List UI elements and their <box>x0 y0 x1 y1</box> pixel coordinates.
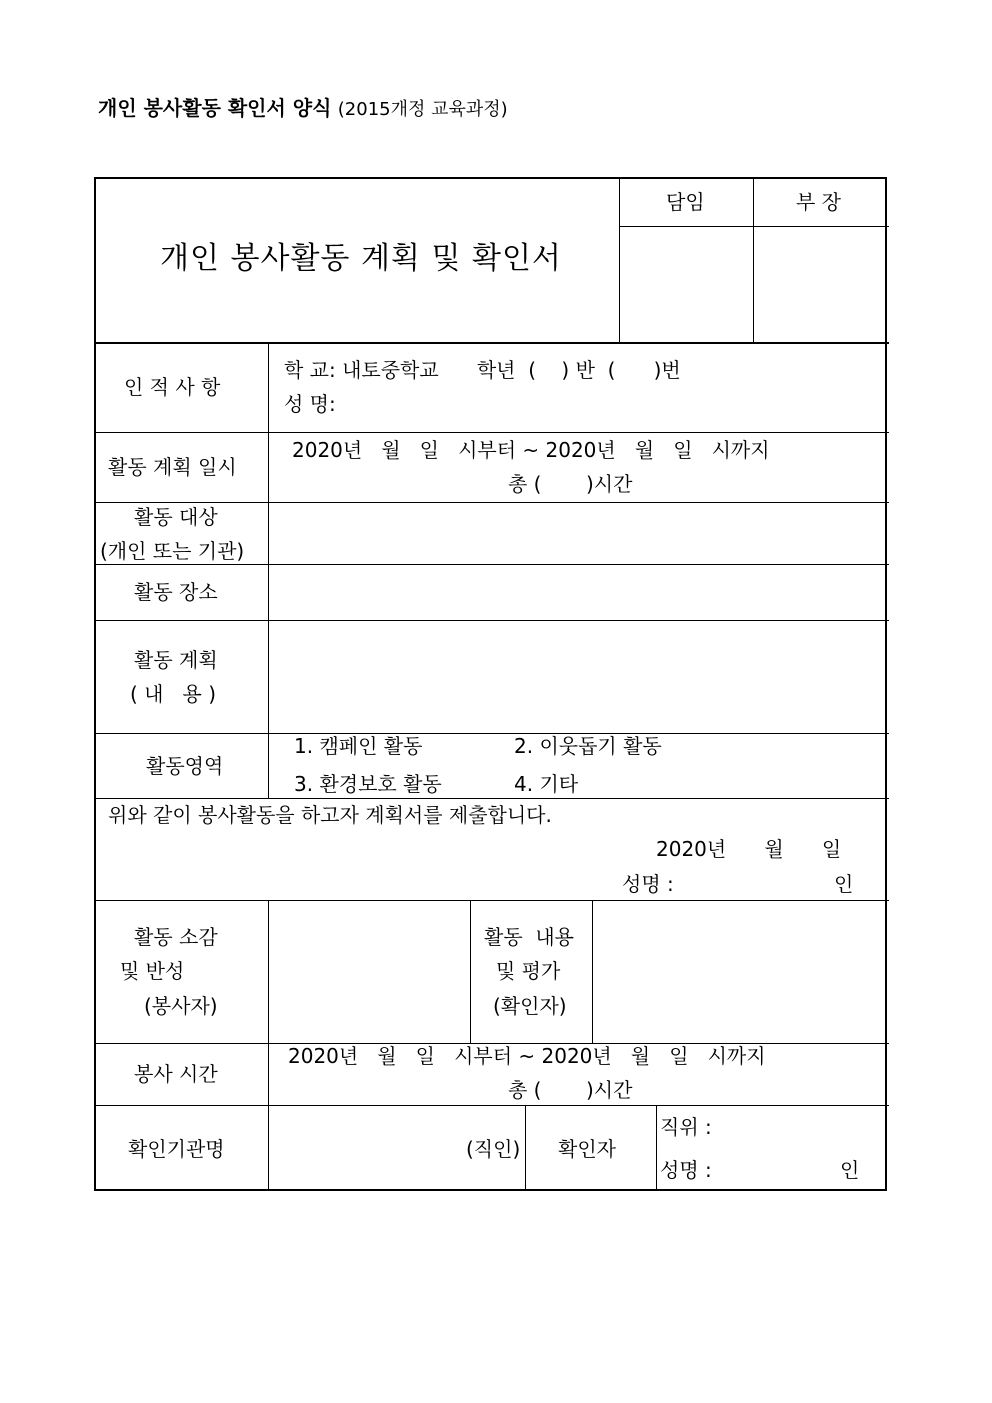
confirmer-border <box>656 1105 657 1191</box>
confirm-org-label: 확인기관명 <box>128 1137 225 1161</box>
approval-left-border <box>619 177 620 343</box>
area-label: 활동영역 <box>146 754 224 778</box>
area-option-other[interactable]: 4. 기타 <box>514 772 579 796</box>
row-divider-plan <box>94 733 889 734</box>
row-divider-personal <box>94 432 889 433</box>
personal-info-label: 인 적 사 항 <box>124 375 221 399</box>
plan-content-label: 활동 계획 <box>134 648 218 672</box>
homeroom-sign-box[interactable] <box>622 229 751 340</box>
reflection-label-3: (봉사자) <box>144 994 218 1018</box>
document-title-main: 개인 봉사활동 확인서 양식 <box>98 96 332 120</box>
confirmer-name[interactable]: 성명 : <box>660 1158 712 1182</box>
plan-date-range[interactable]: 2020년 월 일 시부터 ~ 2020년 월 일 시까지 <box>292 438 770 462</box>
main-title: 개인 봉사활동 계획 및 확인서 <box>160 241 562 276</box>
approval-middle-border <box>753 177 754 343</box>
submit-statement: 위와 같이 봉사활동을 하고자 계획서를 제출합니다. <box>108 803 552 827</box>
submit-seal[interactable]: 인 <box>834 872 854 896</box>
row-divider-plan-date <box>94 502 889 503</box>
evaluation-label: 활동 내용 <box>484 925 574 949</box>
approval-divider <box>619 226 889 227</box>
evaluation-field[interactable] <box>595 903 887 1041</box>
reflection-middle-border <box>470 900 471 1044</box>
submit-date[interactable]: 2020년 월 일 <box>656 837 842 861</box>
area-option-campaign[interactable]: 1. 캠페인 활동 <box>294 734 423 758</box>
target-label-detail: (개인 또는 기관) <box>100 539 245 563</box>
confirmer-label: 확인자 <box>558 1137 616 1161</box>
reflection-label: 활동 소감 <box>134 925 218 949</box>
submit-sign-label: 성명 : <box>622 872 674 896</box>
row-divider-area <box>94 798 889 799</box>
reflection-field[interactable] <box>271 903 468 1041</box>
place-field[interactable] <box>271 567 887 618</box>
name-line[interactable]: 성 명: <box>284 392 336 416</box>
plan-date-label: 활동 계획 일시 <box>108 455 237 479</box>
plan-content-label-detail: ( 내 용 ) <box>130 682 217 706</box>
reflection-label-2: 및 반성 <box>120 959 185 983</box>
row-divider-place <box>94 620 889 621</box>
official-seal-label[interactable]: (직인) <box>466 1137 521 1161</box>
label-column-border-lower <box>268 900 269 1191</box>
row-divider-target <box>94 564 889 565</box>
school-line[interactable]: 학 교: 내토중학교 학년 ( ) 반 ( )번 <box>284 358 681 382</box>
place-label-text: 활동 장소 <box>134 580 218 604</box>
area-option-environment[interactable]: 3. 환경보호 활동 <box>294 772 442 796</box>
area-option-neighbor[interactable]: 2. 이웃돕기 활동 <box>514 734 662 758</box>
row-divider-service-time <box>94 1105 889 1106</box>
target-field[interactable] <box>271 505 887 562</box>
row-divider-submit <box>94 900 889 901</box>
service-date-range[interactable]: 2020년 월 일 시부터 ~ 2020년 월 일 시까지 <box>288 1044 766 1068</box>
seal-border <box>525 1105 526 1191</box>
evaluation-label-2: 및 평가 <box>496 959 561 983</box>
approver-head-label: 부 장 <box>796 190 841 214</box>
confirmer-position[interactable]: 직위 : <box>660 1115 712 1139</box>
approver-homeroom-label: 담임 <box>666 190 705 214</box>
head-sign-box[interactable] <box>756 229 887 340</box>
plan-content-field[interactable] <box>271 623 887 731</box>
document-title <box>98 92 508 121</box>
evaluation-label-3: (확인자) <box>493 994 567 1018</box>
service-time-label: 봉사 시간 <box>134 1062 218 1086</box>
target-label: 활동 대상 <box>134 505 218 529</box>
label-column-border-upper <box>268 342 269 799</box>
service-total-hours[interactable]: 총 ( )시간 <box>508 1078 633 1102</box>
evaluation-border <box>592 900 593 1044</box>
row-divider-header <box>94 342 889 344</box>
plan-total-hours[interactable]: 총 ( )시간 <box>508 472 633 496</box>
document-title-sub: (2015개정 교육과정) <box>337 99 508 120</box>
confirmer-seal[interactable]: 인 <box>840 1158 860 1182</box>
